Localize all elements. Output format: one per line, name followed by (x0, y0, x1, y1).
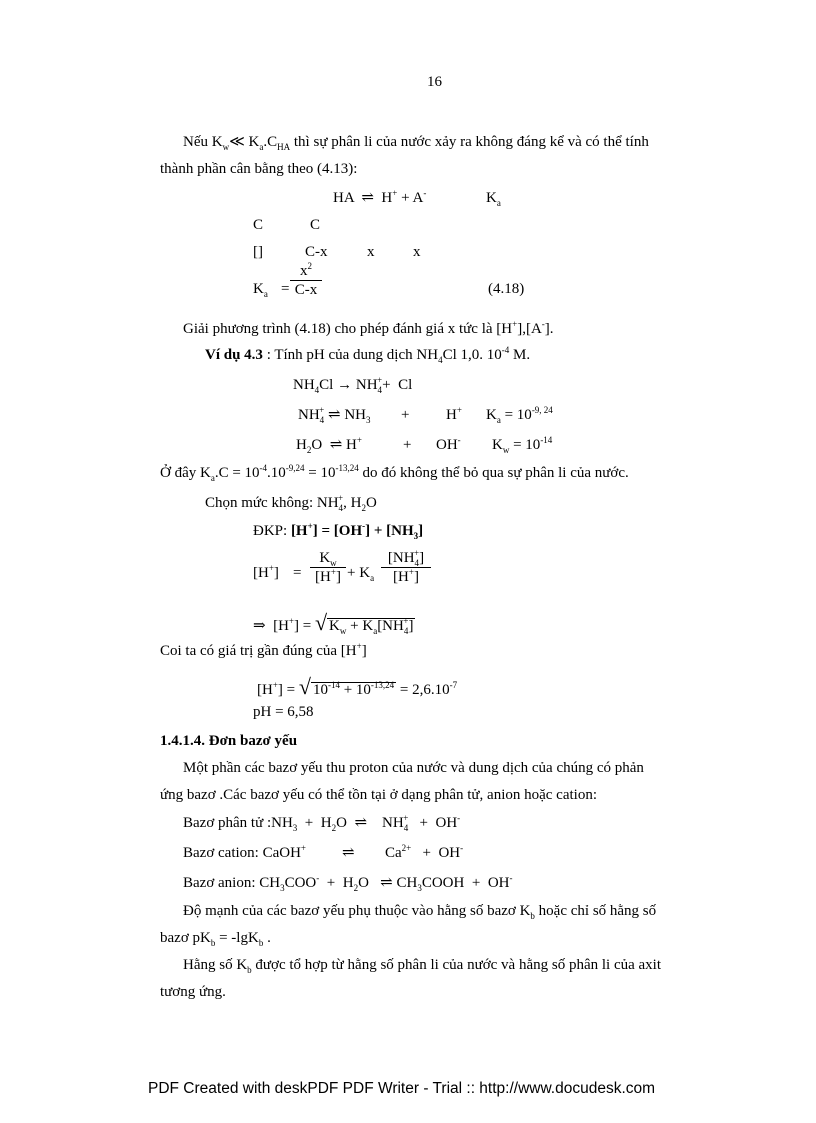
base-cation-arrow: ⇌ (342, 845, 355, 861)
formula2: ⇒ [H+] = √ $K_w + K_a[NH_4^+]$ (253, 610, 414, 636)
row-eq-label: [] (253, 244, 263, 260)
eq-ha: HA ⇌ H+ + A- (333, 188, 427, 206)
page-number: 16 (427, 74, 442, 90)
para1-line1: Một phần các bazơ yếu thu proton của nước và dung dịch của chúng có phản (183, 760, 644, 776)
base-molecular: Bazơ phân tử $:NH_3 + H_2O$ ⇌ $NH_4^+$ + OH- (183, 813, 461, 833)
formula1-frac2: $\frac{[NH_4^+]}{[H^+]}$ (381, 550, 431, 587)
formula3: [H+] = √ $10^{-14} + 10^{-13,24} = 2,6.10^{-7}$ (257, 674, 458, 699)
ph-result: pH = 6,58 (253, 704, 314, 720)
reaction-2-ka: $K_a = 10^{-9, 24}$ (486, 405, 553, 425)
formula1-eq: = (293, 565, 302, 581)
eq-ka: $K_a$ (486, 190, 501, 208)
para1-line2: ứng bazơ .Các bazơ yếu có thể tồn tại ở dạng phân tử, anion hoặc cation: (160, 787, 597, 803)
ka-symbol: $K_a$ (253, 281, 268, 299)
row-eq-value: C-x (305, 244, 328, 260)
pdf-footer: PDF Created with deskPDF PDF Writer - Trial :: http://www.docudesk.com (148, 1080, 656, 1097)
reaction-2-plus: + (401, 407, 410, 423)
section-heading: 1.4.1.4. Đơn bazơ yếu (160, 733, 298, 749)
para3-line1: Hằng số $K_b$ được tổ hợp từ hằng số phân li của nước và hằng số phân li của axit (183, 957, 662, 975)
here-line: Ở đây $K_a.C = 10^{-4}.10^{-9,24} = 10^{-13,24}$ do đó không thể bỏ qua sự phân li của nước. (160, 463, 629, 483)
row-eq-x2: x (413, 244, 421, 260)
reaction-3-oh: OH- (436, 435, 461, 453)
intro-line-1: Nếu $K_w≪$ $K_a.C_{HA}$ thì sự phân li của nước xảy ra không đáng kể và có thể tính (183, 134, 649, 152)
formula1-plus: + $K_a$ (347, 565, 375, 583)
reaction-3-kw: $K_w = 10^{-14}$ (492, 435, 553, 455)
dkp-line: ĐKP: $[H^+] = [OH^-] + [NH_3]$ (253, 521, 424, 541)
formula1-lhs: [H+] (253, 563, 279, 581)
reaction-3: $H_2O$ ⇌ H+ (296, 435, 362, 455)
para3-line2: tương ứng. (160, 984, 226, 1000)
row-c-value: C (310, 217, 321, 233)
para2-line2: bazơ $pK_b = -\lg K_b$ . (160, 930, 271, 948)
example-line: Ví dụ 4.3 : Tính pH của dung dịch $NH_4Cl$ 1,0. $10^{-4}$ M. (205, 345, 531, 365)
reaction-2: $NH_4^+$ ⇌ $NH_3$ (298, 405, 371, 425)
intro-line-2: thành phần cân bằng theo (4.13): (160, 161, 358, 177)
base-cation: Bazơ cation: CaOH+ (183, 843, 306, 861)
base-cation-products: $Ca^{2+}$ + OH- (385, 843, 464, 861)
reaction-2-h: H+ (446, 405, 462, 423)
reaction-3-plus: + (403, 437, 412, 453)
base-anion: Bazơ anion: $CH_3COO^- + H_2O$ ⇌ $CH_3COOH + OH^-$ (183, 873, 513, 893)
equation-number: (4.18) (488, 281, 525, 297)
formula1-frac1: $\frac{K_w}{[H^+]}$ (310, 550, 346, 587)
coi-line: Coi ta có giá trị gần đúng của [H+] (160, 641, 367, 659)
ka-equals: = (281, 281, 290, 297)
row-eq-x1: x (367, 244, 375, 260)
reaction-1: $NH_4Cl \to NH_4^++ Cl$ (293, 375, 413, 395)
ka-fraction: $\frac{x^2}{C-x}$ (290, 263, 322, 300)
para2-line1: Độ mạnh của các bazơ yếu phụ thuộc vào hằng số bazơ $K_b$ hoặc chỉ số hằng số (183, 903, 657, 921)
solve-line: Giải phương trình (4.18) cho phép đánh giá x tức là [H+],[A-]. (183, 319, 554, 337)
row-c-label: C (253, 217, 264, 233)
zero-level-line: Chọn mức không: $NH_4^+$, $H_2O$ (205, 493, 377, 513)
